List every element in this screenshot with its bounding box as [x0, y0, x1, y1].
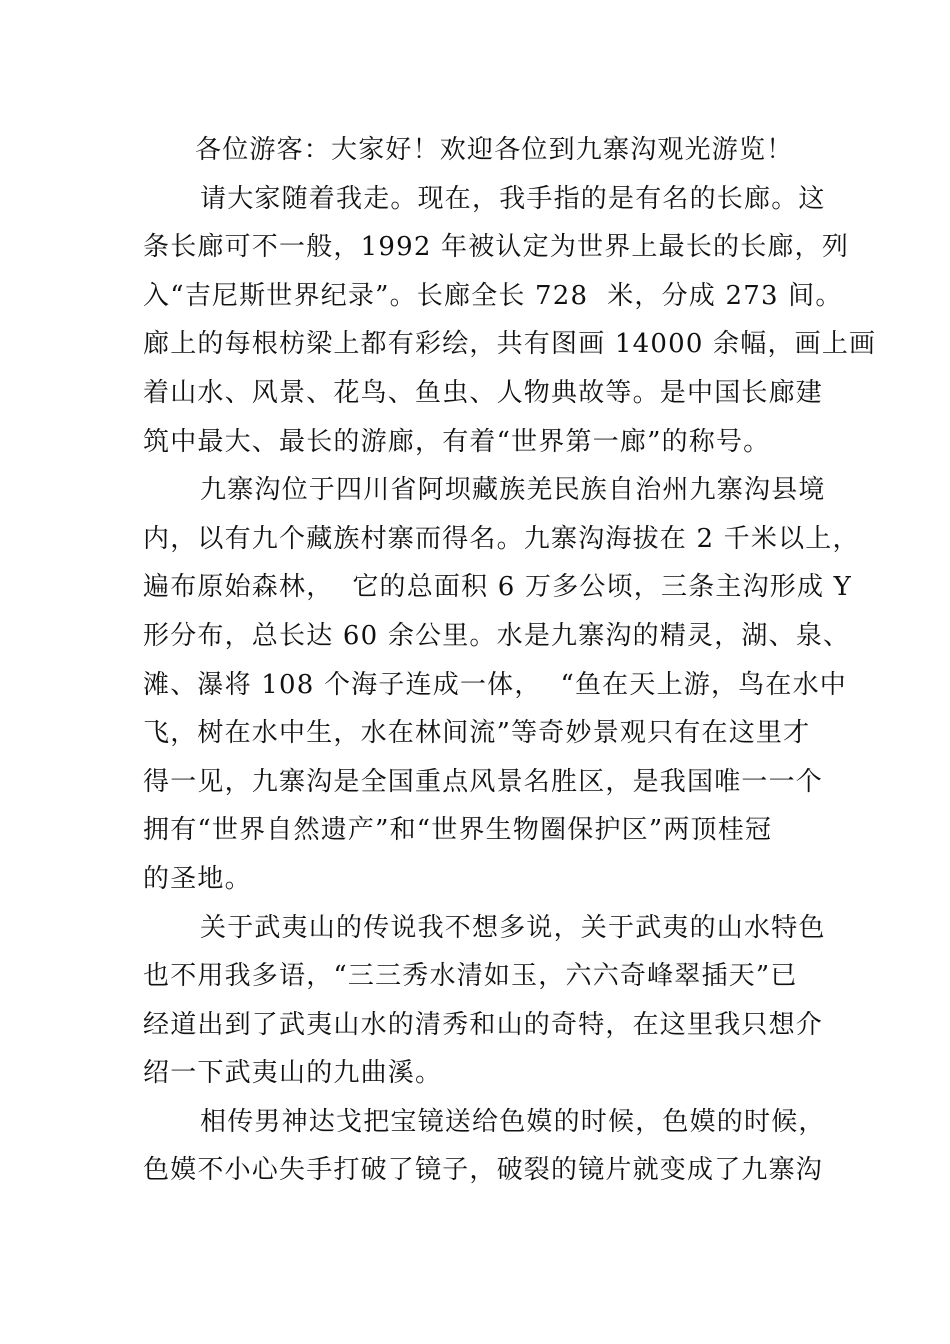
paragraph-line: 也不用我多语，“三三秀水清如玉，六六奇峰翠插天”已 — [143, 961, 798, 992]
paragraph-line: 条长廊可不一般，1992 年被认定为世界上最长的长廊，列 — [143, 232, 850, 263]
paragraph-line: 形分布，总长达 60 余公里。水是九寨沟的精灵，湖、泉、 — [143, 620, 851, 651]
greeting-line: 各位游客：大家好！欢迎各位到九寨沟观光游览！ — [195, 135, 794, 165]
paragraph-line: 九寨沟位于四川省阿坝藏族羌民族自治州九寨沟县境 — [200, 475, 826, 506]
paragraph-line: 着山水、风景、花鸟、鱼虫、人物典故等。是中国长廊建 — [143, 377, 824, 408]
paragraph-line: 的圣地。 — [143, 863, 252, 894]
paragraph-line: 滩、瀑将 108 个海子连成一体， “鱼在天上游，鸟在水中 — [143, 669, 847, 700]
paragraph-line: 相传男神达戈把宝镜送给色嫫的时候，色嫫的时候， — [200, 1106, 826, 1137]
paragraph-line: 绍一下武夷山的九曲溪。 — [143, 1058, 443, 1089]
paragraph-line: 请大家随着我走。现在，我手指的是有名的长廊。这 — [200, 183, 826, 214]
paragraph-line: 拥有“世界自然遗产”和“世界生物圈保护区”两顶桂冠 — [143, 815, 773, 846]
paragraph-line: 入“吉尼斯世界纪录”。长廊全长 728 米，分成 273 间。 — [143, 280, 843, 311]
paragraph-line: 得一见，九寨沟是全国重点风景名胜区，是我国唯一一个 — [143, 766, 824, 797]
paragraph-line: 色嫫不小心失手打破了镜子，破裂的镜片就变成了九寨沟 — [143, 1155, 824, 1186]
paragraph-line: 经道出到了武夷山水的清秀和山的奇特，在这里我只想介 — [143, 1009, 824, 1040]
paragraph-line: 关于武夷山的传说我不想多说，关于武夷的山水特色 — [200, 912, 826, 943]
paragraph-line: 廊上的每根枋梁上都有彩绘，共有图画 14000 余幅，画上画 — [143, 329, 877, 360]
paragraph-line: 内，以有九个藏族村寨而得名。九寨沟海拔在 2 千米以上， — [143, 523, 860, 554]
paragraph-line: 飞，树在水中生，水在林间流”等奇妙景观只有在这里才 — [143, 718, 811, 749]
paragraph-line: 遍布原始森林， 它的总面积 6 万多公顷，三条主沟形成 Y — [143, 572, 853, 603]
paragraph-line: 筑中最大、最长的游廊，有着“世界第一廊”的称号。 — [143, 426, 771, 457]
body-text — [143, 126, 877, 1195]
